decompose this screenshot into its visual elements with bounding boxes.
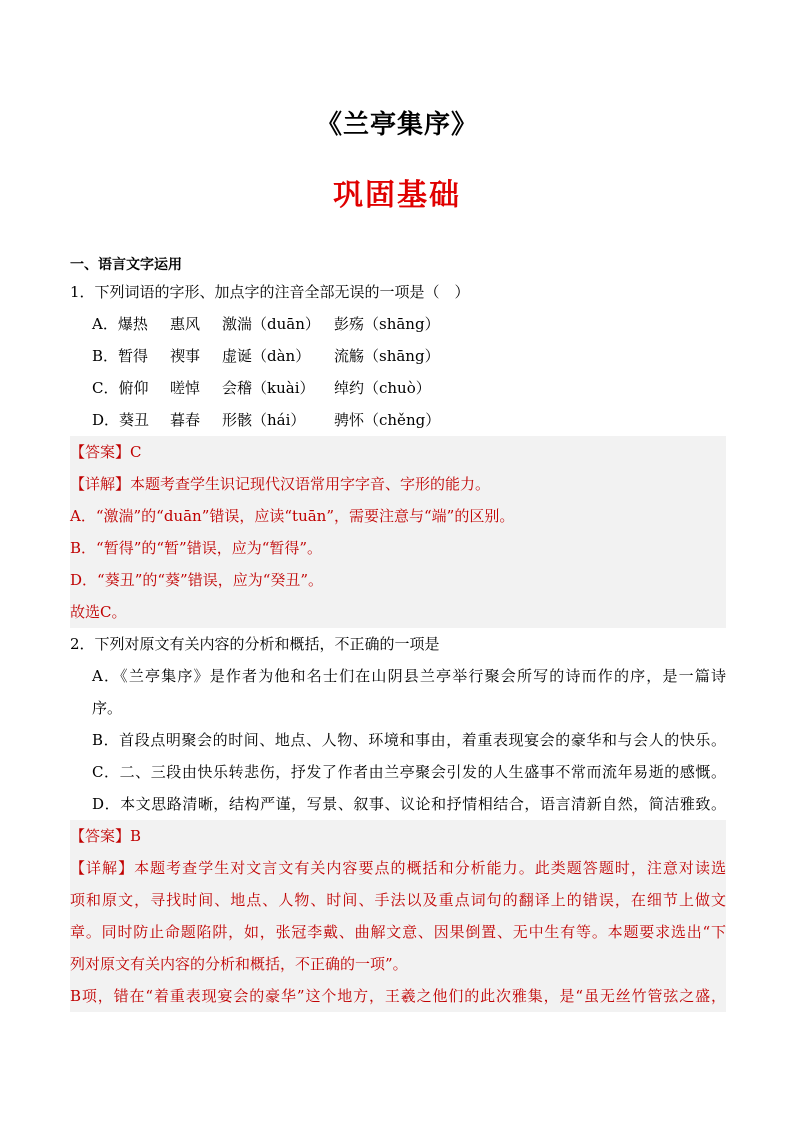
question-2-detail-line-3: 章。同时防止命题陷阱，如，张冠李戴、曲解文意、因果倒置、无中生有等。本题要求选出“下: [70, 923, 726, 941]
question-1-note-d: D．“葵丑”的“葵”错误，应为“癸丑”。: [70, 571, 324, 589]
question-1-option-b: [70, 340, 726, 372]
question-2-detail-line-1: [70, 852, 726, 884]
option-d-word-2: 暮春: [170, 411, 201, 429]
option-d-word-4: 骋怀（chěng）: [334, 411, 441, 429]
option-b-word-4: 流觞（shāng）: [334, 347, 440, 365]
option-c-word-2: 嗟悼: [170, 379, 201, 397]
section-heading: 一、语言文字运用: [70, 257, 182, 273]
detail-text: 本题考查学生识记现代汉语常用字字音、字形的能力。: [130, 475, 491, 493]
detail-tag: 【详解】: [70, 475, 131, 493]
question-2-stem: 2．下列对原文有关内容的分析和概括，不正确的一项是: [70, 635, 440, 653]
detail-text: 本题考查学生对文言文有关内容要点的概括和分析能力。此类题答题时，注意对读选: [134, 859, 726, 877]
content: [70, 254, 726, 1012]
question-2-option-c: C．二、三段由快乐转悲伤，抒发了作者由兰亭聚会引发的人生盛事不常而流年易逝的感慨。: [92, 763, 726, 781]
page-subtitle: 巩固基础: [333, 178, 461, 213]
question-1-option-d: [70, 404, 726, 436]
detail-tag: 【详解】: [70, 859, 135, 877]
question-2-option-b: B．首段点明聚会的时间、地点、人物、环境和事由，着重表现宴会的豪华和与会人的快乐。: [92, 731, 726, 749]
question-1-answer-box: [70, 436, 726, 628]
question-2-answer: [70, 820, 726, 852]
option-b-word-2: 禊事: [170, 347, 201, 365]
question-2-option-a: A．《兰亭集序》是作者为他和名士们在山阴县兰亭举行聚会所写的诗而作的序，是一篇诗: [92, 667, 726, 685]
option-a-word-3: 激湍（duān）: [222, 315, 320, 333]
question-2-detail-line-4: 列对原文有关内容的分析和概括，不正确的一项”。: [70, 955, 408, 973]
option-d-word-1: D．葵丑: [92, 411, 150, 429]
question-2-option-a-cont: 序。: [92, 699, 123, 717]
option-b-word-3: 虚诞（dàn）: [222, 347, 311, 365]
question-1-option-c: [70, 372, 726, 404]
question-1-detail: [70, 468, 726, 500]
question-1-conclusion: 故选C。: [70, 603, 127, 621]
question-2-option-d: D．本文思路清晰，结构严谨，写景、叙事、议论和抒情相结合，语言清新自然，简洁雅致。: [92, 795, 726, 813]
answer-value: B: [130, 827, 142, 845]
question-1-stem: 1．下列词语的字形、加点字的注音全部无误的一项是（ ）: [70, 283, 470, 301]
option-c-word-1: C．俯仰: [92, 379, 149, 397]
question-1-answer: [70, 436, 726, 468]
answer-tag: 【答案】: [70, 827, 131, 845]
question-2-explanation: B项，错在“着重表现宴会的豪华”这个地方，王羲之他们的此次雅集，是“虽无丝竹管弦之盛，: [70, 987, 726, 1005]
page-title: 《兰亭集序》: [315, 110, 478, 140]
option-b-word-1: B．暂得: [92, 347, 149, 365]
question-1-option-a: [70, 308, 726, 340]
question-2-answer-box: [70, 820, 726, 1012]
question-1-note-b: B．“暂得”的“暂”错误，应为“暂得”。: [70, 539, 323, 557]
option-a-word-2: 惠风: [170, 315, 201, 333]
option-d-word-3: 形骸（hái）: [222, 411, 306, 429]
option-a-word-1: A．爆热: [92, 315, 148, 333]
answer-tag: 【答案】: [70, 443, 131, 461]
option-a-word-4: 彭殇（shāng）: [334, 315, 440, 333]
option-c-word-3: 会稽（kuài）: [222, 379, 315, 397]
answer-value: C: [130, 443, 142, 461]
option-c-word-4: 绰约（chuò）: [334, 379, 431, 397]
question-1-note-a: A．“激湍”的“duān”错误，应读“tuān”，需要注意与“端”的区别。: [70, 507, 515, 525]
question-2-detail-line-2: 项和原文，寻找时间、地点、人物、时间、手法以及重点词句的翻译上的错误，在细节上做文: [70, 891, 726, 909]
